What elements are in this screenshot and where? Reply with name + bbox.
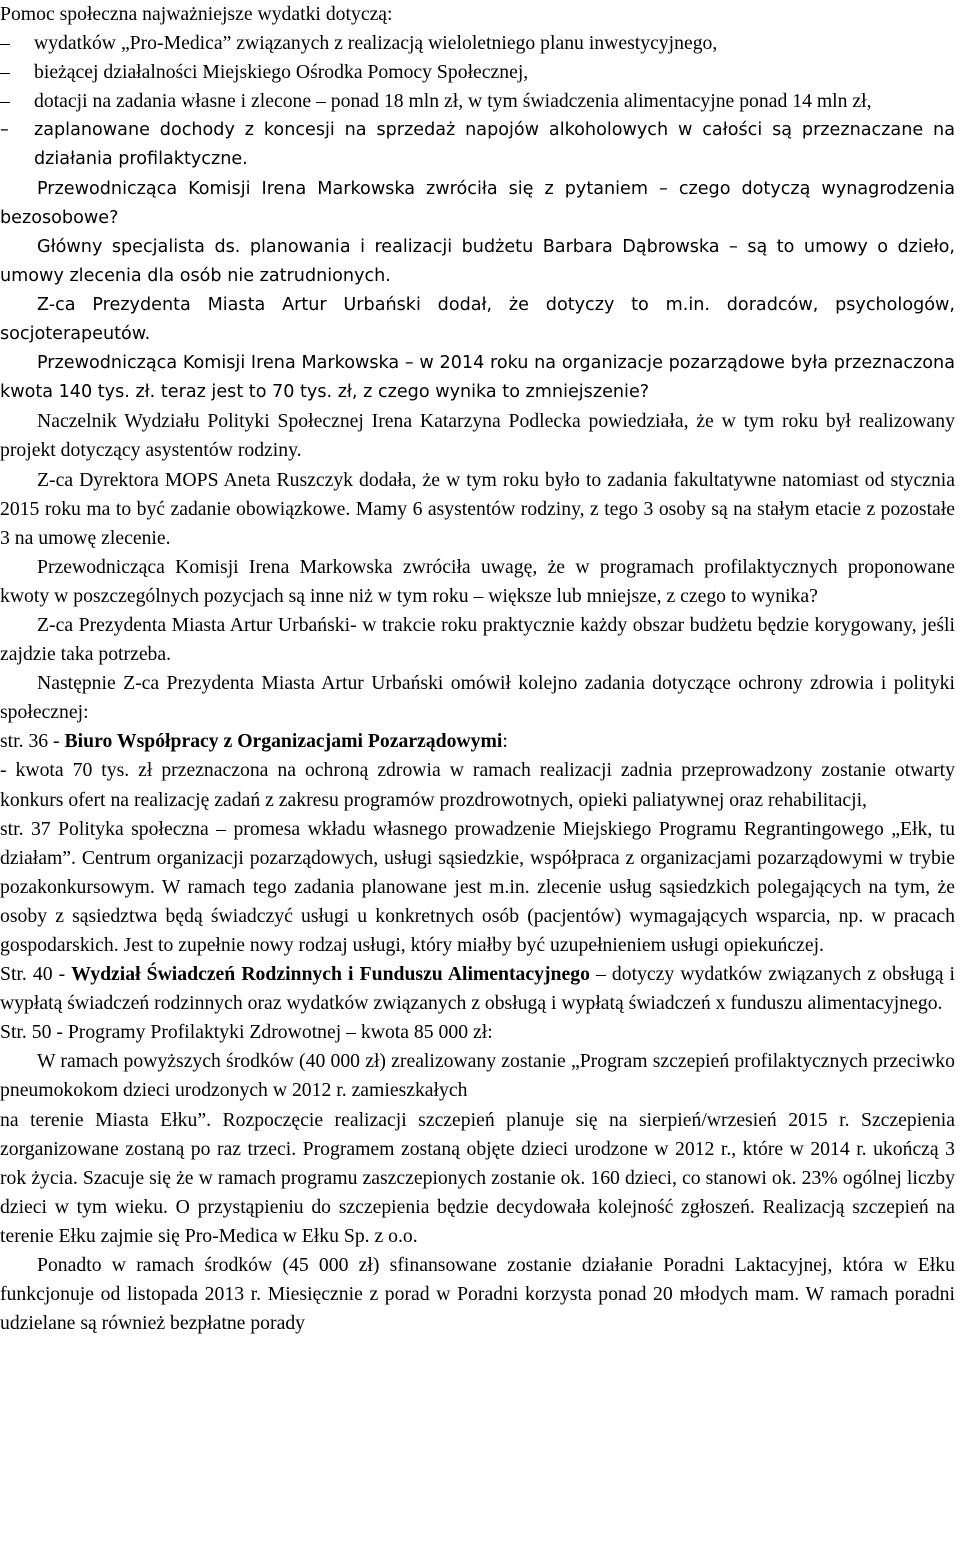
paragraph-szczepienia-1: W ramach powyższych środków (40 000 zł) zrealizowany zostanie „Program szczepień profilaktycznych przeciwko pneumokokom dzieci urodzonych w 2012 r. zamieszkałych	[0, 1050, 955, 1102]
paragraph-question-2: Przewodnicząca Komisji Irena Markowska – w 2014 roku na organizacje pozarządowe była przeznaczona kwota 140 tys. zł. teraz jest to 70 tys. zł, z czego wynika to zmniejszenie?	[0, 353, 955, 403]
dash-icon: –	[0, 32, 10, 55]
list-item: – dotacji na zadania własne i zlecone – ponad 18 mln zł, w tym świadczenia alimentacyjne ponad 14 mln zł,	[0, 87, 955, 116]
paragraph-poradnia: Ponadto w ramach środków (45 000 zł) sfinansowane zostanie działanie Poradni Laktacyjnej, która w Ełku funkcjonuje od listopada 2013 r. Miesięcznie z porad w Poradni korzysta ponad 20 młodych mam. W ramach poradni udzielane są również bezpłatne porady	[0, 1254, 955, 1335]
section-str36: str. 36 - Biuro Współpracy z Organizacjami Pozarządowymi:	[0, 730, 508, 753]
section-title: Wydział Świadczeń Rodzinnych i Funduszu Alimentacyjnego	[71, 963, 590, 986]
section-str50: Str. 50 - Programy Profilaktyki Zdrowotnej – kwota 85 000 zł:	[0, 1021, 493, 1044]
dash-icon: –	[0, 120, 9, 141]
paragraph-str37: str. 37 Polityka społeczna – promesa wkładu własnego prowadzenie Miejskiego Programu Regrantingowego „Ełk, tu działam”. Centrum organizacji pozarządowych, usługi sąsiedzkie, współpraca z organizacjami pozarządowymi w trybie pozakonkursowym. W ramach tego zadania planowane jest m.in. zlecenie usług sąsiedzkich polegających na tym, że osoby z sąsiedztwa będą świadczyć usługi u konkretnych osób (pacjentów) wymagających wsparcia, np. w pracach gospodarskich. Jest to zupełnie nowy rodzaj usługi, który miałby być uzupełnieniem usługi opiekuńczej.	[0, 817, 955, 956]
paragraph-specjalista: Główny specjalista ds. planowania i realizacji budżetu Barbara Dąbrowska – są to umowy o dzieło, umowy zlecenia dla osób nie zatrudnionych.	[0, 236, 955, 286]
section-str40: Str. 40 - Wydział Świadczeń Rodzinnych i Funduszu Alimentacyjnego – dotyczy wydatków związanych z obsługą i wypłatą świadczeń rodzinnych oraz wydatków związanych z obsługą i wypłatą świadczeń x funduszu alimentacyjnego.	[0, 963, 956, 1015]
paragraph-szczepienia-2: na terenie Miasta Ełku”. Rozpoczęcie realizacji szczepień planuje się na sierpień/wrzesień 2015 r. Szczepienia zorganizowane zostaną po raz trzeci. Programem zostaną objęte dzieci urodzone w 2012 r., które w 2014 r. ukończą 3 rok życia. Szacuje się że w ramach programu zaszczepionych zostanie ok. 160 dzieci, co stanowi ok. 23% ogólnej liczby dzieci w tym wieku. O przystąpieniu do szczepienia będzie decydowała kolejność zgłoszeń. Realizacją szczepień na terenie Ełku zajmie się Pro-Medica w Ełku Sp. z o.o.	[0, 1108, 955, 1247]
list-item: – zaplanowane dochody z koncesji na sprzedaż napojów alkoholowych w całości są przeznaczane na działania profilaktyczne.	[0, 116, 955, 174]
paragraph-naczelnik: Naczelnik Wydziału Polityki Społecznej Irena Katarzyna Podlecka powiedziała, że w tym roku był realizowany projekt dotyczący asystentów rodziny.	[0, 410, 955, 462]
list-item: – wydatków „Pro-Medica” związanych z realizacją wieloletniego planu inwestycyjnego,	[0, 29, 955, 58]
section-title: Biuro Współpracy z Organizacjami Pozarządowymi	[64, 730, 503, 753]
paragraph-kwota-70: - kwota 70 tys. zł przeznaczona na ochroną zdrowia w ramach realizacji zadnia przeprowadzony zostanie otwarty konkurs ofert na realizację zadań z zakresu programów prozdrowotnych, opieki paliatywnej oraz rehabilitacji,	[0, 759, 955, 811]
dash-icon: –	[0, 61, 10, 84]
paragraph-zca-1: Z-ca Prezydenta Miasta Artur Urbański dodał, że dotyczy to m.in. doradców, psychologów, socjoterapeutów.	[0, 294, 955, 345]
list-item: – bieżącej działalności Miejskiego Ośrodka Pomocy Społecznej,	[0, 58, 955, 87]
paragraph-question-3: Przewodnicząca Komisji Irena Markowska zwróciła uwagę, że w programach profilaktycznych proponowane kwoty w poszczególnych pozycjach są inne niż w tym roku – większe lub mniejsze, z czego to wynika?	[0, 555, 955, 607]
intro-line: Pomoc społeczna najważniejsze wydatki dotyczą:	[0, 3, 393, 25]
paragraph-dyrektor: Z-ca Dyrektora MOPS Aneta Ruszczyk dodała, że w tym roku było to zadania fakultatywne natomiast od stycznia 2015 roku ma to być zadanie obowiązkowe. Mamy 6 asystentów rodziny, z tego 3 osoby są na stałym etacie z pozostałe 3 na umowę zlecenie.	[0, 468, 955, 549]
paragraph-zca-3: Następnie Z-ca Prezydenta Miasta Artur Urbański omówił kolejno zadania dotyczące ochrony zdrowia i polityki społecznej:	[0, 672, 955, 724]
paragraph-question-1: Przewodnicząca Komisji Irena Markowska zwróciła się z pytaniem – czego dotyczą wynagrodzenia bezosobowe?	[0, 178, 955, 228]
paragraph-zca-2: Z-ca Prezydenta Miasta Artur Urbański- w trakcie roku praktycznie każdy obszar budżetu będzie korygowany, jeśli zajdzie taka potrzeba.	[0, 613, 955, 666]
expenses-list	[0, 29, 955, 174]
dash-icon: –	[0, 90, 10, 113]
